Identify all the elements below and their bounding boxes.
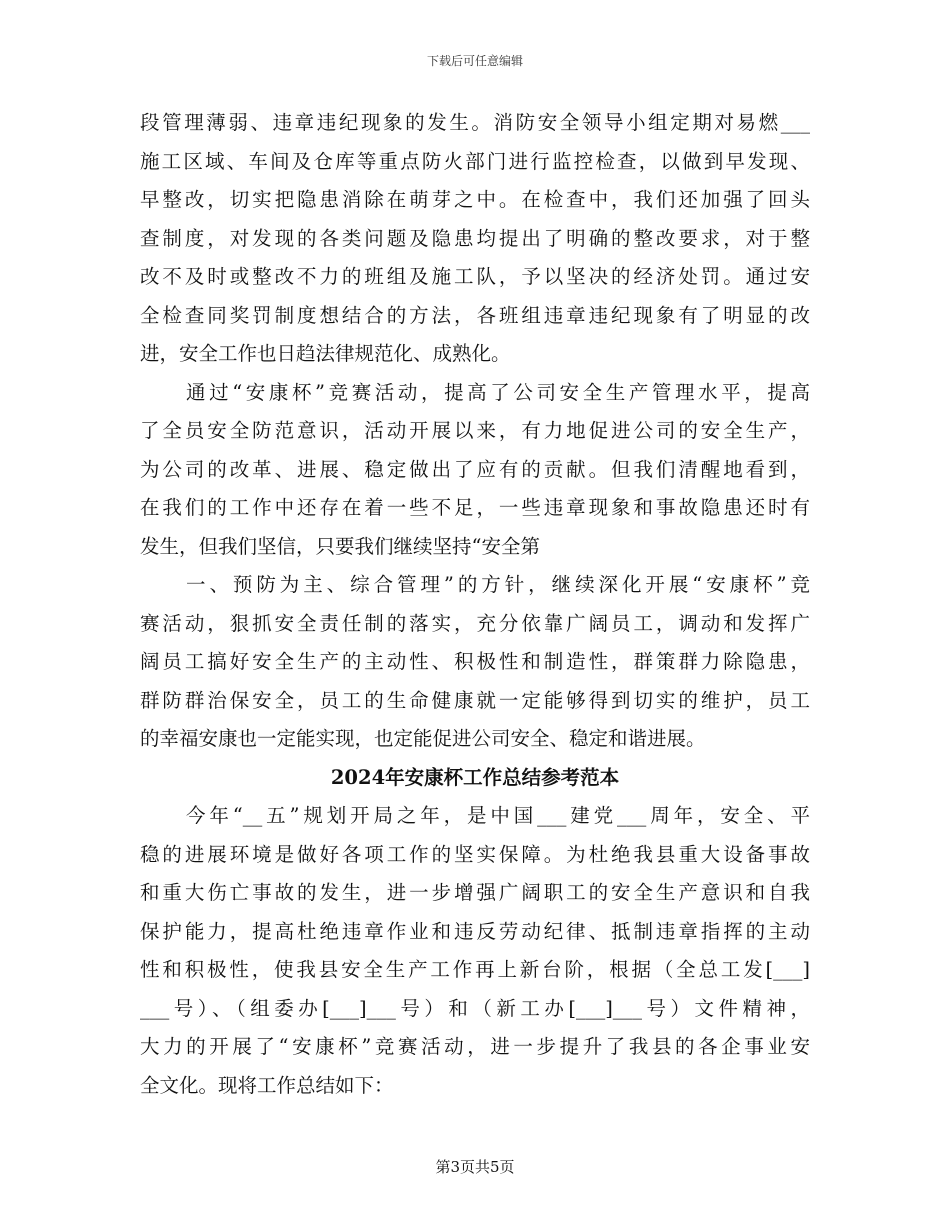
paragraph-2 xyxy=(140,374,810,567)
text-line: 进，安全工作也日趋法律规范化、成熟化。 xyxy=(140,342,511,365)
text-line: 群防群治保安全，员工的生命健康就一定能够得到切实的维护，员工 xyxy=(140,688,810,712)
text-line: 大力的开展了“安康杯”竞赛活动，进一步提升了我县的各企事业安 xyxy=(140,1035,810,1058)
text-line: 了全员安全防范意识，活动开展以来，有力地促进公司的安全生产， xyxy=(140,419,810,442)
text-line: 在我们的工作中还存在着一些不足，一些违章现象和事故隐患还时有 xyxy=(140,496,810,519)
paragraph-1 xyxy=(140,104,810,374)
text-line: 早整改，切实把隐患消除在萌芽之中。在检查中，我们还加强了回头 xyxy=(140,188,810,211)
text-line: 全文化。现将工作总结如下： xyxy=(140,1073,394,1097)
document-body xyxy=(140,104,810,1105)
text-line: 稳的进展环境是做好各项工作的坚实保障。为杜绝我县重大设备事故 xyxy=(140,842,810,866)
text-line: 今年“__五”规划开局之年，是中国___建党___周年，安全、平 xyxy=(186,804,810,827)
text-line: 段管理薄弱、违章违纪现象的发生。消防安全领导小组定期对易燃___ xyxy=(140,111,810,134)
section-title: 2024年安康杯工作总结参考范本 xyxy=(330,765,620,789)
text-line: 查制度，对发现的各类问题及隐患均提出了明确的整改要求，对于整 xyxy=(140,226,810,250)
text-line: 改不及时或整改不力的班组及施工队，予以坚决的经济处罚。通过安 xyxy=(140,265,810,288)
paragraph-3 xyxy=(140,566,810,759)
text-line: 阔员工搞好安全生产的主动性、积极性和制造性，群策群力除隐患， xyxy=(140,650,810,673)
text-line: 发生，但我们坚信，只要我们继续坚持“安全第 xyxy=(140,534,540,558)
page-number: 第3页共5页 xyxy=(435,1158,515,1176)
page-header: 下载后可任意编辑 xyxy=(426,54,523,68)
text-line: 一、预防为主、综合管理”的方针，继续深化开展“安康杯”竞 xyxy=(186,573,810,596)
text-line: 性和积极性，使我县安全生产工作再上新台阶，根据（全总工发[___] xyxy=(140,958,810,981)
text-line: 的幸福安康也一定能实现，也定能促进公司安全、稳定和谐进展。 xyxy=(140,727,706,750)
text-line: 和重大伤亡事故的发生，进一步增强广阔职工的安全生产意识和自我 xyxy=(140,881,810,904)
text-line: 全检查同奖罚制度想结合的方法，各班组违章违纪现象有了明显的改 xyxy=(140,303,810,327)
text-line: 为公司的改革、进展、稳定做出了应有的贡献。但我们清醒地看到， xyxy=(140,457,810,481)
text-line: 保护能力，提高杜绝违章作业和违反劳动纪律、抵制违章指挥的主动 xyxy=(140,919,810,943)
text-line: 通过“安康杯”竞赛活动，提高了公司安全生产管理水平，提高 xyxy=(186,380,810,404)
text-line: 赛活动，狠抓安全责任制的落实，充分依靠广阔员工，调动和发挥广 xyxy=(140,611,810,635)
paragraph-4 xyxy=(140,797,810,1105)
text-line: 施工区域、车间及仓库等重点防火部门进行监控检查，以做到早发现、 xyxy=(140,149,810,173)
text-line: ___号）、（组委办[___]___号）和（新工办[___]___号）文件精神， xyxy=(140,996,810,1020)
